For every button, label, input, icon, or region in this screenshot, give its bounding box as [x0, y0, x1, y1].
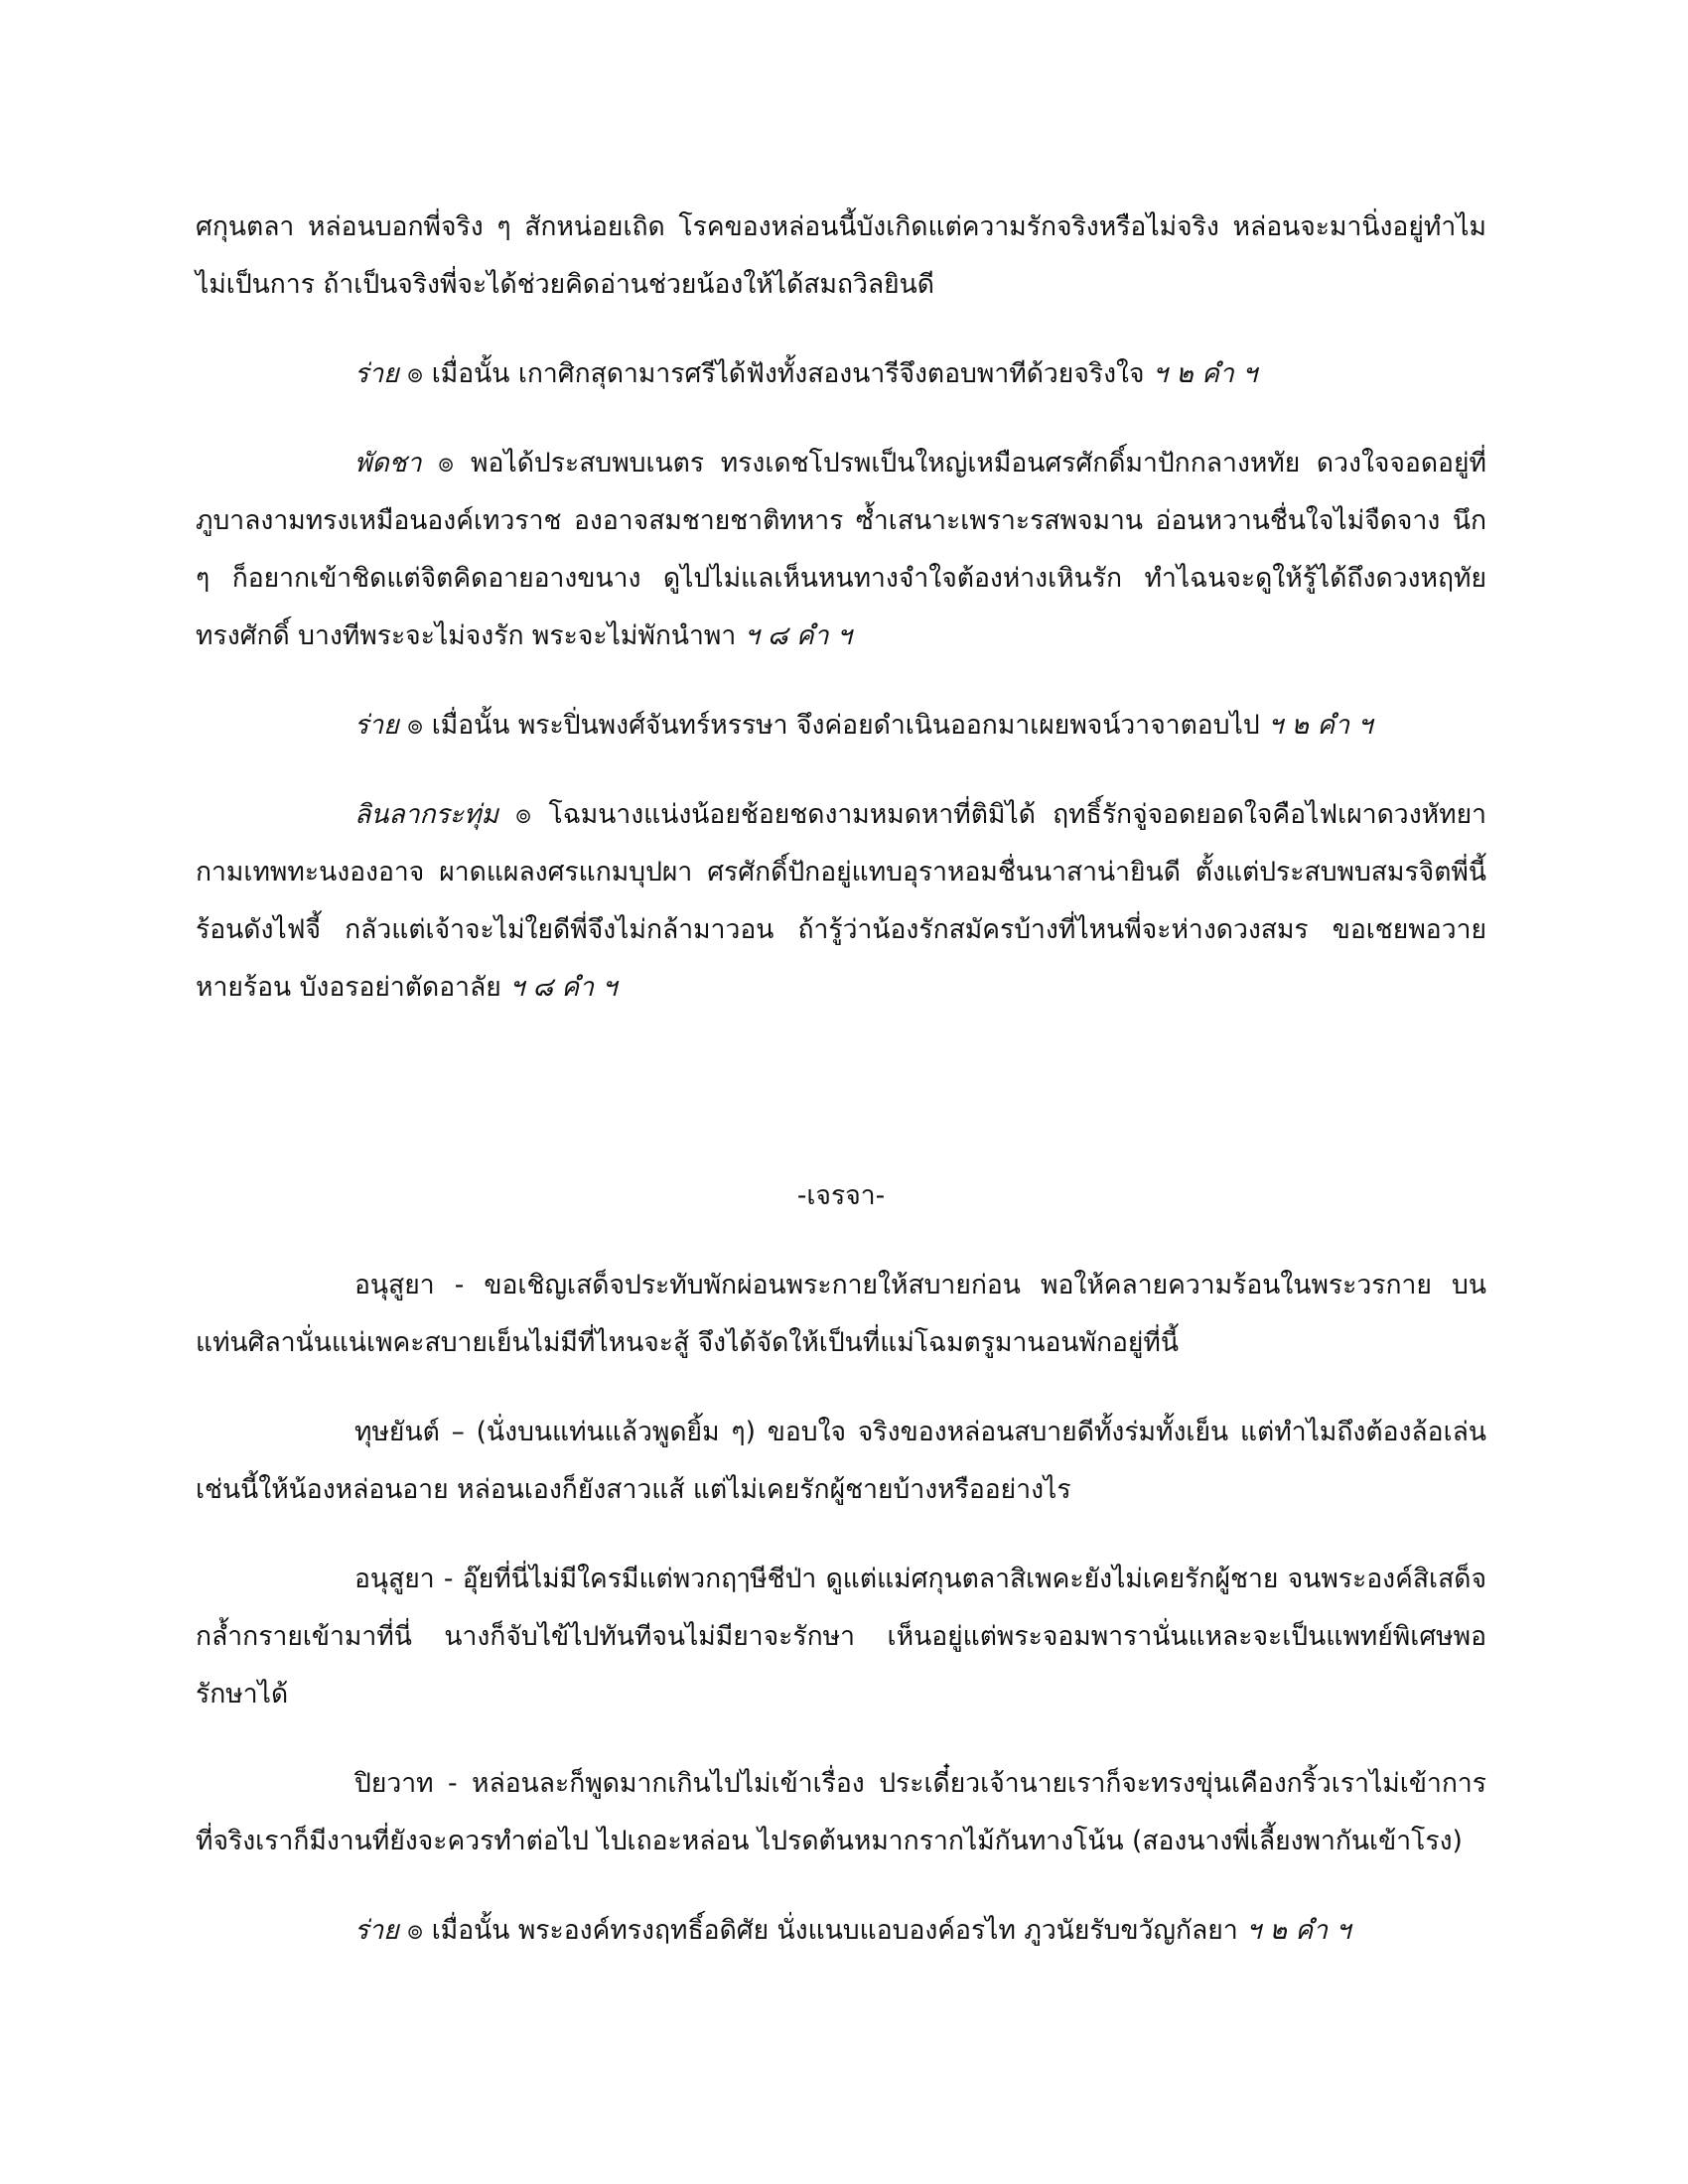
verse-text: เมื่อนั้น พระปิ่นพงศ์จันทร์หรรษา จึงค่อยดำเนินออกมาเผยพจน์วาจาตอบไป [431, 710, 1260, 741]
verse-text: โฉมนางแน่งน้อยช้อยชดงามหมดหาที่ติมิได้ ฤทธิ์รักจู่จอดยอดใจคือไฟเผาดวงหัทยา กามเทพทะนงองอาจ ผาดแผลงศรแกมบุปผา ศรศักดิ์ปักอยู่แทบอุราหอมชื่นนาสาน่ายินดี ตั้งแต่ประสบพบสมรจิตพี่นี้ร้อนดังไฟจี้ กลัวแต่เจ้าจะไม่ใยดีพี่จึงไม่กล้ามาวอน ถ้ารู้ว่าน้องรักสมัครบ้างที่ไหนพี่จะห่างดวงสมร ขอเชยพอวายหายร้อน บังอรอย่าตัดอาลัย [196, 799, 1486, 1003]
stanza-count: ฯ ๒ คำ ฯ [1246, 1915, 1351, 1946]
verse-paragraph [196, 435, 1486, 665]
verse-paragraph [196, 345, 1486, 403]
section-heading: -เจรจา- [796, 1180, 886, 1211]
document-page [196, 199, 1486, 1991]
verse-mark: ๏ [407, 1915, 424, 1946]
verse-text: พอได้ประสบพบเนตร ทรงเดชโปรพเป็นใหญ่เหมือนศรศักดิ์มาปักกลางหทัย ดวงใจจอดอยู่ที่ภูบาลงามทรงเหมือนองค์เทวราช องอาจสมชายชาติทหาร ซ้ำเสนาะเพราะรสพจมาน อ่อนหวานชื่นใจไม่จืดจาง นึก ๆ ก็อยากเข้าชิดแต่จิตคิดอายอางขนาง ดูไปไม่แลเห็นหนทางจำใจต้องห่างเหินรัก ทำไฉนจะดูให้รู้ได้ถึงดวงหฤทัยทรงศักดิ์ บางทีพระจะไม่จงรัก พระจะไม่พักนำพา [196, 448, 1486, 651]
tune-label: ร่าย [354, 358, 399, 389]
stanza-count: ฯ ๘ คำ ฯ [744, 620, 852, 651]
verse-paragraph [196, 697, 1486, 754]
tune-label: พัดชา [354, 448, 422, 478]
section-spacer [196, 1048, 1486, 1167]
verse-mark: ๏ [407, 358, 424, 389]
tune-label: ร่าย [354, 710, 399, 741]
verse-mark: ๏ [438, 448, 455, 478]
dialogue-paragraph: อนุสูยา - อุ๊ยที่นี่ไม่มีใครมีแต่พวกฤๅษีชีป่า ดูแต่แม่ศกุนตลาสิเพคะยังไม่เคยรักผู้ชาย จนพระองค์สิเสด็จกล้ำกรายเข้ามาที่นี่ นางก็จับไข้ไปทันทีจนไม่มียาจะรักษา เห็นอยู่แต่พระจอมพารานั่นแหละจะเป็นแพทย์พิเศษพอรักษาได้ [196, 1564, 1486, 1709]
dialogue-paragraph: อนุสูยา - ขอเชิญเสด็จประทับพักผ่อนพระกายให้สบายก่อน พอให้คลายความร้อนในพระวรกาย บนแท่นศิลานั่นแน่เพคะสบายเย็นไม่มีที่ไหนจะสู้ จึงได้จัดให้เป็นที่แม่โฉมตรูมานอนพักอยู่ที่นี้ [196, 1270, 1486, 1358]
dialogue-paragraph: ทุษยันต์ – (นั่งบนแท่นแล้วพูดยิ้ม ๆ) ขอบใจ จริงของหล่อนสบายดีทั้งร่มทั้งเย็น แต่ทำไมถึงต้องล้อเล่นเช่นนี้ให้น้องหล่อนอาย หล่อนเองก็ยังสาวแส้ แต่ไม่เคยรักผู้ชายบ้างหรืออย่างไร [196, 1417, 1486, 1505]
stanza-count: ฯ ๒ คำ ฯ [1268, 710, 1373, 741]
verse-paragraph [196, 786, 1486, 1017]
verse-text: เมื่อนั้น พระองค์ทรงฤทธิ์อดิศัย นั่งแนบแอบองค์อรไท ภูวนัยรับขวัญกัลยา [431, 1915, 1238, 1946]
stanza-count: ฯ ๘ คำ ฯ [509, 972, 618, 1003]
dialogue-paragraph: ปิยวาท - หล่อนละก็พูดมากเกินไปไม่เข้าเรื่อง ประเดี๋ยวเจ้านายเราก็จะทรงขุ่นเคืองกริ้วเราไม่เข้าการ ที่จริงเราก็มีงานที่ยังจะควรทำต่อไป ไปเถอะหล่อน ไปรดต้นหมากรากไม้กันทางโน้น (สองนางพี่เลี้ยงพากันเข้าโรง) [196, 1768, 1486, 1856]
dialogue-paragraph: ศกุนตลา หล่อนบอกพี่จริง ๆ สักหน่อยเถิด โรคของหล่อนนี้บังเกิดแต่ความรักจริงหรือไม่จริง หล่อนจะมานิ่งอยู่ทำไมไม่เป็นการ ถ้าเป็นจริงพี่จะได้ช่วยคิดอ่านช่วยน้องให้ได้สมถวิลยินดี [196, 211, 1486, 300]
verse-mark: ๏ [407, 710, 424, 741]
tune-label: ร่าย [354, 1915, 399, 1946]
verse-text: เมื่อนั้น เกาศิกสุดามารศรีได้ฟังทั้งสองนารีจึงตอบพาทีด้วยจริงใจ [431, 358, 1145, 389]
stanza-count: ฯ ๒ คำ ฯ [1152, 358, 1258, 389]
verse-paragraph [196, 1902, 1486, 1960]
verse-mark: ๏ [515, 799, 532, 830]
tune-label: ลินลากระทุ่ม [354, 799, 498, 830]
